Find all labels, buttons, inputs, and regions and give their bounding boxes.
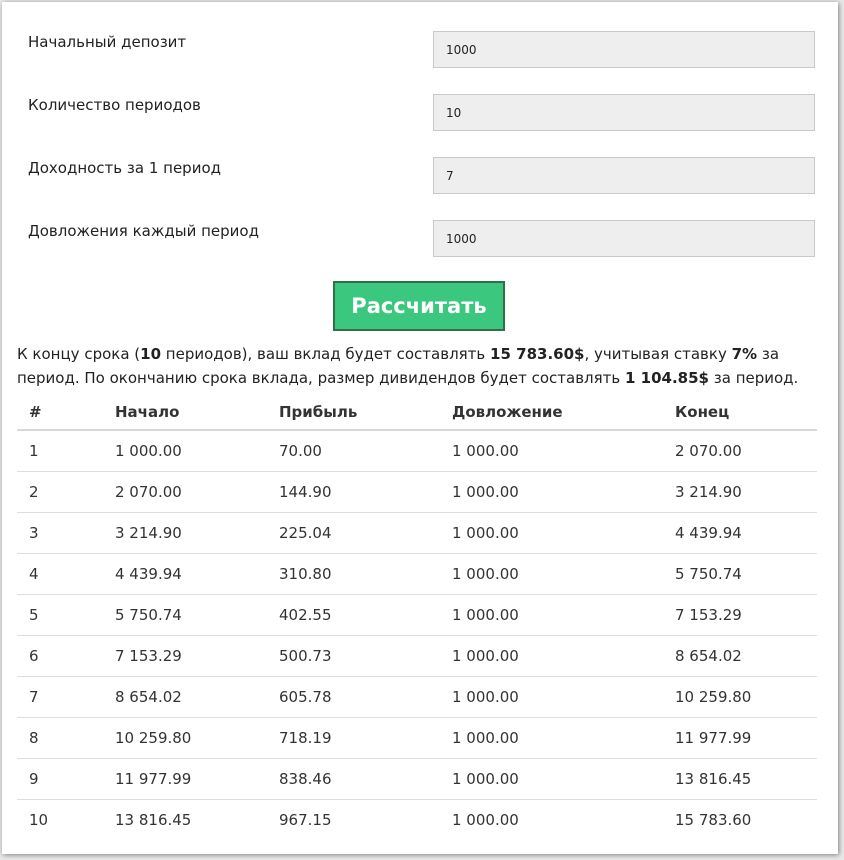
summary-text-1: К концу срока (	[17, 345, 141, 363]
cell-contribution: 1 000.00	[440, 595, 663, 636]
cell-profit: 310.80	[267, 554, 440, 595]
cell-start: 5 750.74	[103, 595, 267, 636]
rate-label: Доходность за 1 период	[28, 159, 222, 177]
cell-end: 2 070.00	[663, 430, 817, 472]
table-row	[17, 800, 817, 841]
calculator-panel	[2, 2, 838, 854]
cell-contribution: 1 000.00	[440, 759, 663, 800]
cell-number: 7	[17, 677, 103, 718]
cell-contribution: 1 000.00	[440, 718, 663, 759]
cell-profit: 70.00	[267, 430, 440, 472]
table-row	[17, 718, 817, 759]
cell-contribution: 1 000.00	[440, 554, 663, 595]
cell-profit: 718.19	[267, 718, 440, 759]
cell-end: 7 153.29	[663, 595, 817, 636]
table-header-row	[17, 394, 817, 430]
summary-rate: 7%	[731, 345, 758, 363]
summary-text-4: за период. По окончанию срока вклада, размер дивидендов будет составлять	[17, 345, 780, 387]
cell-end: 8 654.02	[663, 636, 817, 677]
form-row-rate	[2, 157, 838, 197]
cell-start: 4 439.94	[103, 554, 267, 595]
summary-total: 15 783.60$	[490, 345, 585, 363]
rate-input[interactable]	[433, 157, 815, 194]
cell-start: 11 977.99	[103, 759, 267, 800]
contribution-label: Довложения каждый период	[28, 222, 259, 240]
cell-profit: 500.73	[267, 636, 440, 677]
table-row	[17, 513, 817, 554]
cell-contribution: 1 000.00	[440, 677, 663, 718]
form-row-periods	[2, 94, 838, 134]
column-header-profit: Прибыль	[267, 394, 440, 430]
cell-number: 1	[17, 430, 103, 472]
cell-number: 2	[17, 472, 103, 513]
cell-start: 1 000.00	[103, 430, 267, 472]
cell-end: 15 783.60	[675, 811, 752, 829]
cell-profit: 967.15	[279, 811, 332, 829]
column-header-contribution: Довложение	[440, 394, 663, 430]
cell-start: 13 816.45	[115, 811, 192, 829]
cell-profit: 605.78	[267, 677, 440, 718]
table-row	[17, 554, 817, 595]
cell-profit: 402.55	[267, 595, 440, 636]
cell-number: 5	[17, 595, 103, 636]
summary-text-3: , учитывая ставку	[584, 345, 732, 363]
cell-number: 4	[17, 554, 103, 595]
cell-profit: 225.04	[267, 513, 440, 554]
periods-input[interactable]	[433, 94, 815, 131]
results-table	[17, 394, 817, 840]
cell-end: 5 750.74	[663, 554, 817, 595]
cell-end: 3 214.90	[663, 472, 817, 513]
cell-contribution: 1 000.00	[440, 513, 663, 554]
cell-number: 3	[17, 513, 103, 554]
cell-end: 13 816.45	[663, 759, 817, 800]
cell-profit: 838.46	[267, 759, 440, 800]
cell-start: 10 259.80	[103, 718, 267, 759]
summary-text-2: периодов), ваш вклад будет составлять	[161, 345, 491, 363]
table-row	[17, 636, 817, 677]
summary-dividend: 1 104.85$	[625, 369, 709, 387]
cell-number: 10	[29, 811, 49, 829]
column-header-number: #	[17, 394, 103, 430]
cell-number: 9	[17, 759, 103, 800]
form-row-initial-deposit	[2, 31, 838, 71]
table-row	[17, 472, 817, 513]
table-row	[17, 759, 817, 800]
initial-deposit-input[interactable]	[433, 31, 815, 68]
cell-start: 3 214.90	[103, 513, 267, 554]
cell-end: 10 259.80	[663, 677, 817, 718]
cell-number: 6	[17, 636, 103, 677]
table-row	[17, 677, 817, 718]
form-row-contribution	[2, 220, 838, 260]
contribution-input[interactable]	[433, 220, 815, 257]
cell-contribution: 1 000.00	[452, 811, 519, 829]
cell-number: 8	[17, 718, 103, 759]
cell-end: 11 977.99	[663, 718, 817, 759]
summary-periods: 10	[140, 345, 162, 363]
table-row	[17, 430, 817, 472]
result-summary	[17, 342, 817, 390]
cell-start: 2 070.00	[103, 472, 267, 513]
cell-contribution: 1 000.00	[440, 636, 663, 677]
summary-text-5: за период.	[709, 369, 799, 387]
table-row	[17, 595, 817, 636]
cell-start: 7 153.29	[103, 636, 267, 677]
cell-profit: 144.90	[267, 472, 440, 513]
periods-label: Количество периодов	[28, 96, 201, 114]
cell-contribution: 1 000.00	[440, 472, 663, 513]
cell-contribution: 1 000.00	[440, 430, 663, 472]
cell-start: 8 654.02	[103, 677, 267, 718]
calculate-button[interactable]: Рассчитать	[333, 281, 505, 331]
cell-end: 4 439.94	[663, 513, 817, 554]
initial-deposit-label: Начальный депозит	[28, 33, 187, 51]
column-header-start: Начало	[103, 394, 267, 430]
column-header-end: Конец	[663, 394, 817, 430]
